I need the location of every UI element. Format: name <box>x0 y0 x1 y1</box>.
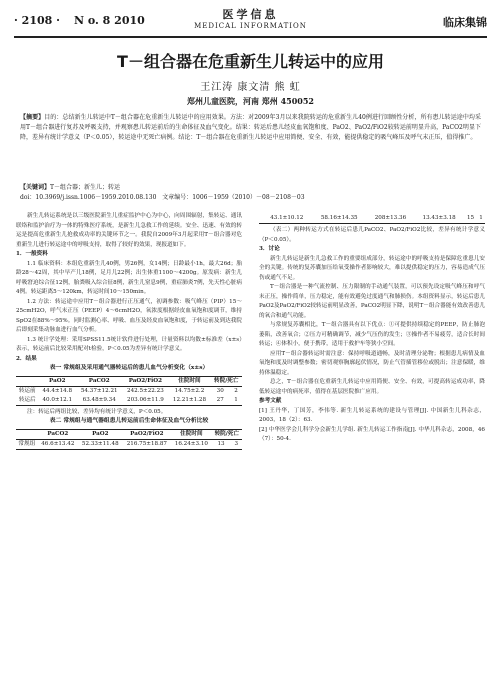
table-cell: 63.48±9.34 <box>82 396 116 403</box>
article-authors: 王江涛 康文清 熊 虹 <box>200 82 301 93</box>
discussion-paragraph: 与常规复苏囊相比，T－组合器具有以下优点：①可提供持续稳定的PEEP，防止肺泡萎陷，改善氧合；②压力可精确调节，减少气压伤的发生；③操作者不易疲劳，适合长时间转运；④体积小，便于携带，适用于救护车等狭小空间。 <box>259 322 485 347</box>
table-row <box>16 386 242 396</box>
table-cell: 208±13.36 <box>374 215 407 221</box>
table-2-header: PaO2/FiO2 <box>130 430 164 437</box>
paragraph-method: 1.2 方法：转运途中应用T－组合器进行正压通气，初调参数：吸气峰压（PIP）15～25cmH2O，呼气末正压（PEEP）4～6cmH2O，氧浓度根据经皮血氧饱和度调节，维持SpO2在88%～95%。同时监测心率、呼吸、血压及经皮血氧饱和度，于转运前及到达我院后即刻采集动脉血进行血气分析。 <box>16 298 242 333</box>
article-number: 文章编号：1006－1959（2010）－08－2108－03 <box>162 194 305 201</box>
table-1-header: PaCO2 <box>88 377 110 384</box>
article-affiliation: 郑州儿童医院，河南 郑州 450052 <box>187 96 314 106</box>
keywords: T－组合器；新生儿；转运 <box>50 184 121 191</box>
body-columns <box>16 212 485 682</box>
left-column <box>16 212 242 682</box>
table-cell: 58.16±14.35 <box>320 215 358 221</box>
table-row <box>16 396 242 406</box>
table-1-caption: 表一 常规组及采用通气器转运后的患儿血气分析变化（x±s） <box>49 365 209 371</box>
running-header <box>14 4 487 34</box>
paragraph-statistics: 1.3 统计学处理：采用SPSS11.5统计软件进行处理，计量资料以均数±标准差（x±s）表示，转运前后比较采用配对t检验，P＜0.05为差异有统计学意义。 <box>16 336 242 352</box>
table-cell: 13 <box>217 440 225 447</box>
table-cell: 30 <box>216 387 224 394</box>
table-cell: 216.75±18.87 <box>126 440 167 447</box>
table-2-note: （表二）两种转运方式在转运后患儿PaCO2、PaO2/FiO2比较，差异有统计学意义（P＜0.05）。 <box>259 227 485 243</box>
article-meta <box>20 183 481 203</box>
table-cell: 15 <box>466 215 475 221</box>
table-cell: 242.5±22.23 <box>127 387 164 394</box>
table-cell: 27 <box>216 396 224 403</box>
table-row <box>16 439 242 449</box>
table-2-header: 住院时间 <box>180 430 203 437</box>
table-1-note: 注：转运后两组比较，差异均有统计学意义，P＜0.05。 <box>27 408 167 415</box>
table-cell: 2 <box>234 387 238 394</box>
table-1 <box>16 376 242 406</box>
abstract-label: 【摘要】 <box>20 114 45 121</box>
references <box>259 397 485 445</box>
table-1-header: PaO2 <box>49 377 66 384</box>
table-cell: 43.1±10.12 <box>270 215 304 221</box>
section-heading-materials: 1．一般资料 <box>16 251 48 257</box>
table-1-header: 住院时间 <box>178 377 201 384</box>
journal-name <box>14 6 487 30</box>
table-cell: 14.75±2.2 <box>174 387 205 394</box>
page-number: · 2108 · <box>14 14 60 27</box>
header-rule <box>14 36 487 38</box>
table-cell: 1 <box>479 215 483 221</box>
table-cell: 3 <box>234 440 238 447</box>
table-cell: 46.6±13.42 <box>41 440 75 447</box>
table-cell: 1 <box>234 396 238 403</box>
journal-name-en: MEDICAL INFORMATION <box>194 22 307 30</box>
references-heading: 参考文献 <box>259 398 282 404</box>
journal-name-cn: 医学信息 <box>222 8 279 21</box>
table-2 <box>16 429 242 450</box>
table-1-header <box>16 376 38 386</box>
keywords-label: 【关键词】 <box>20 184 51 191</box>
abstract <box>20 113 481 143</box>
intro-paragraph: 新生儿转运系统是以三级医院新生儿重症监护中心为中心，向周围辐射，集转运、通讯联络和监护治疗为一体的特殊医疗系统，是新生儿急救工作的延续。安全、迅速、有效的转运是提高危重新生儿抢救成功率的关键环节之一。我院自2009年3月起采用T－组合器对危重新生儿进行转运途中的呼吸支持，取得了较好的效果，现报道如下。 <box>16 213 242 248</box>
issue-number: N o. 8 2010 <box>74 14 145 27</box>
table-cell: 13.43±3.18 <box>422 215 456 221</box>
table-2-header: PaO2 <box>92 430 109 437</box>
paragraph-clinical-data: 1.1 临床资料：本组危重新生儿40例，男26例，女14例；日龄最小1h，最大26d；胎龄28～42周，其中早产儿18例，足月儿22例；出生体重1100～4200g。原发病：新生儿呼吸窘迫综合征12例，胎粪吸入综合征8例，新生儿窒息9例，重症肺炎7例，先天性心脏病4例。转运距离5～120km，转运时间10～150min。 <box>16 260 242 295</box>
article-title: T－组合器在危重新生儿转运中的应用 <box>117 52 384 71</box>
discussion-paragraph: 应用T－组合器转运时需注意：保持呼吸道通畅，及时清理分泌物；根据患儿病情及血氧饱和度及时调整参数；密切观察胸廓起伏情况，防止气管插管移位或脱出；注意保暖，维持体温稳定。 <box>259 350 485 376</box>
table-1-header: PaO2/FiO2 <box>128 377 163 384</box>
table-cell: 52.33±11.48 <box>81 440 119 447</box>
table-cell: 44.4±14.8 <box>42 387 73 394</box>
reference-item: [2] 中华医学会儿科学分会新生儿学组. 新生儿转运工作指南[J]. 中华儿科杂志，2008，46（7）：50-4. <box>259 426 485 442</box>
abstract-text: 目的：总结新生儿转运中T－组合器在危重新生儿转运中的应用效果。方法：对2009年3月以来我院转运的危重新生儿40例进行回顾性分析，所有患儿转运途中均采用T－组合器进行复苏及呼吸支持，并观察患儿转运前后的生命体征及血气变化。结果：转运后患儿经皮血氧饱和度、PaO2、PaO2/FiO2较转运前明显升高，PaCO2明显下降，差异有统计学意义（P＜0.05），转运途中无死亡病例。结论：T－组合器在危重新生儿转运中应用简便、安全、有效，能提供稳定的吸气峰压及呼气末正压，值得推广。 <box>20 114 481 141</box>
table-cell: 40.0±12.1 <box>42 396 73 403</box>
table-2-header <box>16 429 38 439</box>
discussion-paragraph: 新生儿转运是新生儿急救工作的重要组成部分，转运途中的呼吸支持是保障危重患儿安全的关键。传统的复苏囊加压给氧受操作者影响较大，难以提供稳定的压力，容易造成气压伤或通气不足。 <box>259 255 485 281</box>
table-cell: 转运后 <box>18 396 36 403</box>
table-1-header: 转院/死亡 <box>214 377 239 384</box>
reference-item: [1] 王丹华，丁国芳，李伟等. 新生儿转运系统的建设与管理[J]. 中国新生儿科杂志，2003，18（2）：63. <box>259 407 485 423</box>
table-cell: 203.06±11.9 <box>127 396 164 403</box>
table-2-continued <box>259 214 485 224</box>
table-cell: 转运前 <box>18 387 36 394</box>
table-cell: 常规组 <box>18 440 36 447</box>
section-heading-discussion: 3．讨论 <box>259 246 280 252</box>
table-row <box>259 214 485 224</box>
table-2-header: 转院/死亡 <box>214 430 239 437</box>
table-2-caption: 表二 常规组与通气器组患儿转运前后生命体征及血气分析比较 <box>49 418 209 424</box>
table-cell: 12.21±1.28 <box>172 396 207 403</box>
section-label: 临床集锦 <box>443 16 487 29</box>
section-heading-results: 2．结果 <box>16 355 37 362</box>
discussion-paragraph: 总之，T－组合器在危重新生儿转运中应用简便、安全、有效，可提高转运成功率，降低转运途中的病死率，值得在基层医院推广应用。 <box>259 379 485 395</box>
table-cell: 54.37±12.21 <box>80 387 118 394</box>
right-column <box>259 212 485 682</box>
discussion-paragraph: T－组合器是一种气流控制、压力限制的手动通气装置，可以预先设定吸气峰压和呼气末正压，操作简单，压力稳定，能有效避免过度通气和肺损伤。本组资料显示，转运后患儿PaO2及PaO2/FiO2较转运前明显改善，PaCO2明显下降，说明T－组合器能有效改善患儿的氧合和通气功能。 <box>259 284 485 319</box>
doi: doi：10.3969/j.issn.1006－1959.2010.08.130 <box>20 194 157 201</box>
table-cell: 16.24±3.10 <box>174 440 208 447</box>
table-2-header: PaCO2 <box>47 430 69 437</box>
